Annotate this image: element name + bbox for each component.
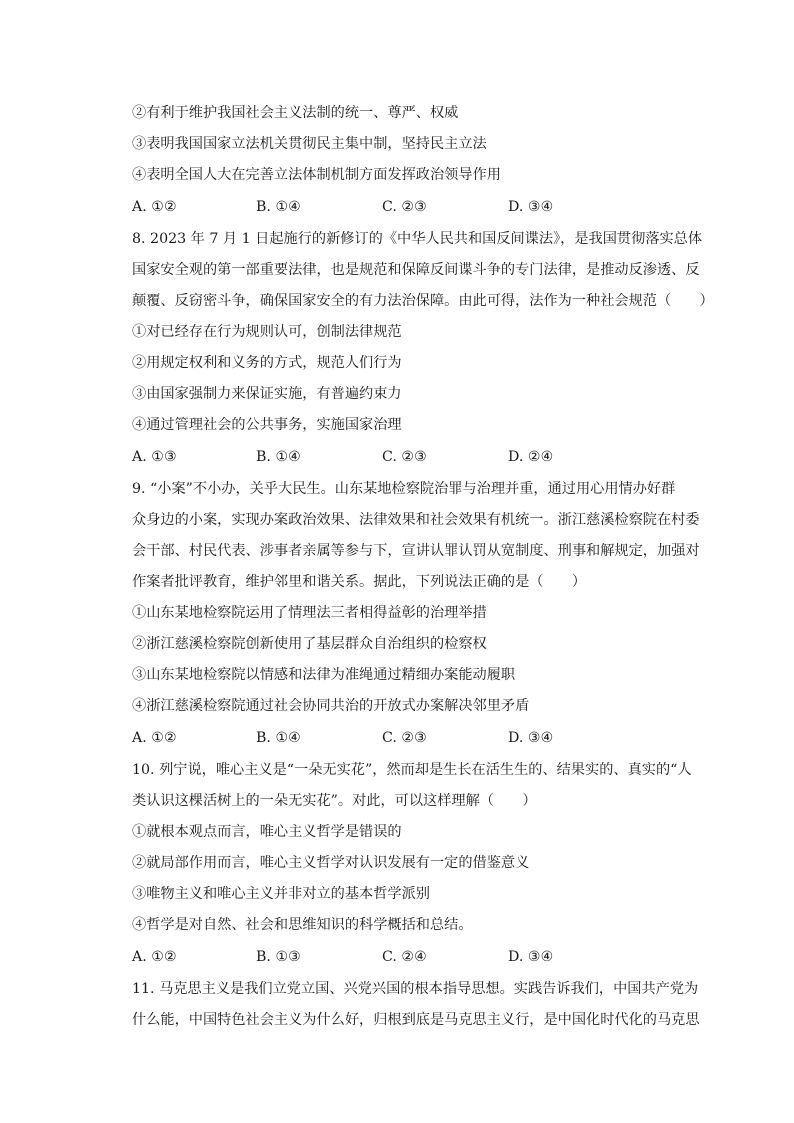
question-8-stem: 8. 2023 年 7 月 1 日起施行的新修订的《中华人民共和国反间谍法》，是我国贯彻落实总体	[132, 231, 703, 247]
question-9-stem: 众身边的小案，实现办案政治效果、法律效果和社会效果有机统一。浙江慈溪检察院在村委	[132, 512, 700, 528]
question-10-stem: 类认识这棵活树上的一朵无实花”。对此，可以这样理解（ ）	[132, 793, 537, 809]
answer-options	[132, 447, 692, 467]
answer-options	[132, 947, 692, 967]
option-a[interactable]: A. ①②	[132, 730, 177, 746]
option-b[interactable]: B. ①③	[256, 949, 301, 965]
statement-line: ①山东某地检察院运用了情理法三者相得益彰的治理举措	[132, 605, 487, 621]
statement-line: ④浙江慈溪检察院通过社会协同共治的开放式办案解决邻里矛盾	[132, 698, 530, 714]
option-d[interactable]: D. ②④	[508, 449, 554, 465]
question-9-stem: 作案者批评教育，维护邻里和谐关系。据此，下列说法正确的是（ ）	[132, 574, 587, 590]
option-d[interactable]: D. ③④	[508, 730, 554, 746]
option-c[interactable]: C. ②③	[382, 730, 427, 746]
question-11-stem: 什么能，中国特色社会主义为什么好，归根到底是马克思主义行，是中国化时代化的马克思	[132, 1012, 700, 1028]
statement-line: ③唯物主义和唯心主义并非对立的基本哲学派别	[132, 886, 430, 902]
question-9-stem: 会干部、村民代表、涉事者亲属等参与下，宣讲认罪认罚从宽制度、刑事和解规定，加强对	[132, 543, 700, 559]
question-11-stem: 11. 马克思主义是我们立党立国、兴党兴国的根本指导思想。实践告诉我们，中国共产党为	[132, 981, 699, 997]
option-c[interactable]: C. ②④	[382, 949, 427, 965]
option-a[interactable]: A. ①②	[132, 949, 177, 965]
statement-line: ②有利于维护我国社会主义法制的统一、尊严、权威	[132, 105, 459, 121]
statement-line: ④哲学是对自然、社会和思维知识的科学概括和总结。	[132, 917, 473, 933]
question-10-stem: 10. 列宁说，唯心主义是“一朵无实花”，然而却是生长在活生生的、结果实的、真实的“人	[132, 762, 692, 778]
statement-line: ①对已经存在行为规则认可，创制法律规范	[132, 324, 402, 340]
option-d[interactable]: D. ③④	[508, 199, 554, 215]
option-b[interactable]: B. ①④	[256, 449, 301, 465]
question-8-stem: 颠覆、反窃密斗争，确保国家安全的有力法治保障。由此可得，法作为一种社会规范（ ）	[132, 293, 714, 309]
option-d[interactable]: D. ③④	[508, 949, 554, 965]
answer-options	[132, 728, 692, 748]
statement-line: ④表明全国人大在完善立法体制机制方面发挥政治领导作用	[132, 167, 501, 183]
statement-line: ②用规定权利和义务的方式，规范人们行为	[132, 355, 402, 371]
statement-line: ③山东某地检察院以情感和法律为准绳通过精细办案能动履职	[132, 667, 516, 683]
option-b[interactable]: B. ①④	[256, 199, 301, 215]
option-a[interactable]: A. ①②	[132, 199, 177, 215]
statement-line: ①就根本观点而言，唯心主义哲学是错误的	[132, 824, 402, 840]
statement-line: ②浙江慈溪检察院创新使用了基层群众自治组织的检察权	[132, 636, 487, 652]
answer-options	[132, 197, 692, 217]
statement-line: ③由国家强制力来保证实施，有普遍约束力	[132, 386, 402, 402]
statement-line: ③表明我国国家立法机关贯彻民主集中制，坚持民主立法	[132, 136, 487, 152]
question-9-stem: 9. “小案”不小办，关乎大民生。山东某地检察院治罪与治理并重，通过用心用情办好群	[132, 481, 676, 497]
statement-line: ②就局部作用而言，唯心主义哲学对认识发展有一定的借鉴意义	[132, 855, 530, 871]
option-b[interactable]: B. ①④	[256, 730, 301, 746]
option-c[interactable]: C. ②③	[382, 199, 427, 215]
statement-line: ④通过管理社会的公共事务，实施国家治理	[132, 417, 402, 433]
option-a[interactable]: A. ①③	[132, 449, 177, 465]
question-8-stem: 国家安全观的第一部重要法律，也是规范和保障反间谍斗争的专门法律，是推动反渗透、反	[132, 262, 700, 278]
option-c[interactable]: C. ②③	[382, 449, 427, 465]
